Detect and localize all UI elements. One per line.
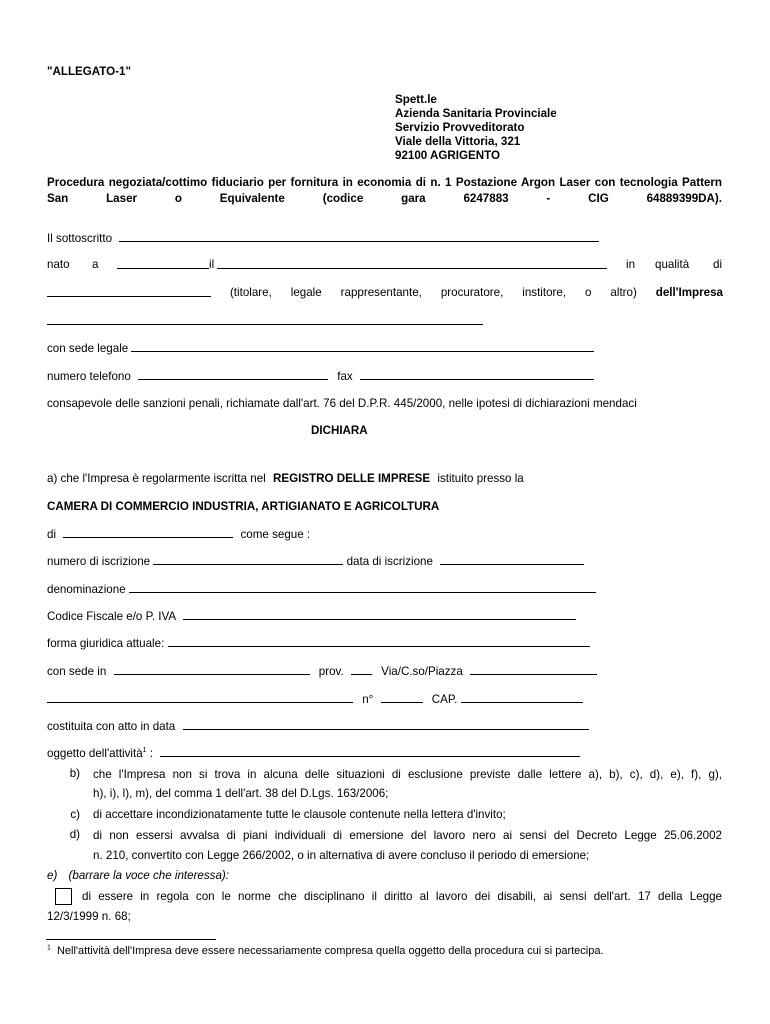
- disability-compliance-text: di essere in regola con le norme che disciplinano il diritto al lavoro dei disabili, ai sensi dell'art. 17 della Legge: [82, 890, 722, 903]
- street-field[interactable]: [470, 664, 597, 675]
- capacity-label: qualità: [655, 258, 690, 271]
- registration-date-field[interactable]: [440, 554, 584, 565]
- item-e-marker: e): [47, 869, 58, 882]
- role-option-institore: institore,: [522, 286, 567, 299]
- in-label: in: [626, 258, 636, 271]
- office-in-label: con sede in: [47, 665, 107, 678]
- phone-label: numero telefono: [47, 370, 131, 383]
- office-city-field[interactable]: [114, 664, 310, 675]
- role-field[interactable]: [47, 286, 211, 297]
- street-number-field[interactable]: [381, 692, 423, 703]
- item-c-text: di accettare incondizionatamente tutte le clausole contenute nella lettera d'invito;: [93, 808, 506, 821]
- role-option-procuratore: procuratore,: [440, 286, 504, 299]
- attachment-label: "ALLEGATO-1": [47, 65, 131, 78]
- registry-suffix: istituito presso la: [437, 472, 524, 485]
- item-d-continuation: n. 210, convertito con Legge 266/2002, o in alternativa di avere concluso il periodo di emersione;: [93, 849, 590, 862]
- registry-statement: [47, 472, 524, 485]
- born-on-label: il: [209, 258, 215, 271]
- role-option-titolare: (titolare,: [229, 286, 272, 299]
- role-option-legale: legale: [290, 286, 322, 299]
- item-b-text: che l'Impresa non si trova in alcuna delle situazioni di esclusione previste dalle lettere a), b), c), d), e), f), g),: [93, 768, 722, 781]
- role-option-o: o: [585, 286, 592, 299]
- item-d-text: di non essersi avvalsa di piani individuali di emersione del lavoro nero ai sensi del Decreto Legge 25.06.2002: [93, 829, 722, 842]
- procedure-title: Procedura negoziata/cottimo fiduciario per fornitura in economia di n. 1 Postazione Argon Laser con tecnologia Pattern San Laser o Equivalente (codice gara 6247883 - CIG 64889399DA).: [47, 176, 722, 205]
- denomination-label: denominazione: [47, 583, 126, 596]
- birthdate-field[interactable]: [217, 258, 607, 269]
- registry-name: REGISTRO DELLE IMPRESE: [272, 472, 431, 485]
- recipient-line-2: Servizio Provveditorato: [395, 121, 525, 134]
- recipient-line-3: Viale della Vittoria, 321: [395, 135, 521, 148]
- activity-row: [47, 746, 580, 760]
- born-at-label: a: [92, 258, 99, 271]
- registered-office-field[interactable]: [131, 341, 594, 352]
- chamber-city-row: [47, 527, 310, 541]
- activity-label: oggetto dell'attività: [47, 747, 143, 760]
- undersigned-row: [47, 231, 599, 245]
- recipient-salutation: Spett.le: [395, 93, 437, 106]
- item-d-marker: d): [69, 828, 80, 841]
- registration-date-label: data di iscrizione: [346, 555, 433, 568]
- activity-field[interactable]: [160, 746, 580, 757]
- postcode-label: CAP.: [431, 693, 458, 706]
- denomination-row: [47, 582, 596, 596]
- birthplace-field[interactable]: [117, 258, 209, 269]
- awareness-statement: consapevole delle sanzioni penali, richiamate dall'art. 76 del D.P.R. 445/2000, nelle ipotesi di dichiarazioni mendaci: [47, 397, 637, 410]
- of-label: di: [713, 258, 723, 271]
- contact-row: [47, 369, 594, 383]
- item-e-header: [47, 869, 229, 882]
- province-field[interactable]: [351, 664, 372, 675]
- item-b-marker: b): [69, 767, 80, 780]
- item-b-continuation: h), i), l), m), del comma 1 dell'art. 38 del D.Lgs. 163/2006;: [93, 787, 389, 800]
- chamber-of-label: di: [47, 528, 57, 541]
- footnote-divider: [46, 939, 216, 940]
- address-field[interactable]: [47, 692, 353, 703]
- role-option-altro: altro): [610, 286, 637, 299]
- disability-compliance-checkbox[interactable]: [55, 888, 72, 905]
- chamber-name: CAMERA DI COMMERCIO INDUSTRIA, ARTIGIANATO E AGRICOLTURA: [47, 500, 440, 513]
- street-label: Via/C.so/Piazza: [381, 665, 463, 678]
- incorporation-row: [47, 719, 589, 733]
- tax-code-label: Codice Fiscale e/o P. IVA: [47, 610, 176, 623]
- registration-row: [47, 554, 584, 568]
- postcode-field[interactable]: [461, 692, 583, 703]
- registered-office-row: [47, 341, 594, 355]
- chamber-city-field[interactable]: [63, 527, 233, 538]
- tax-code-field[interactable]: [183, 609, 576, 620]
- item-c-marker: c): [70, 808, 80, 821]
- declares-heading: DICHIARA: [311, 424, 368, 437]
- recipient-line-4: 92100 AGRIGENTO: [395, 149, 501, 162]
- denomination-field[interactable]: [129, 582, 596, 593]
- registration-number-label: numero di iscrizione: [47, 555, 151, 568]
- undersigned-field[interactable]: [119, 231, 599, 242]
- tax-code-row: [47, 609, 576, 623]
- company-name-row: [47, 314, 483, 328]
- province-label: prov.: [318, 665, 344, 678]
- role-row: [47, 286, 723, 299]
- undersigned-label: Il sottoscritto: [47, 232, 113, 245]
- incorporation-label: costituita con atto in data: [47, 720, 176, 733]
- activity-footnote-ref: 1: [142, 747, 147, 755]
- fax-label: fax: [337, 370, 353, 383]
- number-label: n°: [362, 693, 374, 706]
- phone-field[interactable]: [138, 369, 328, 380]
- footnote-text: Nell'attività dell'Impresa deve essere necessariamente compresa quella oggetto della procedura cui si partecipa.: [56, 945, 604, 957]
- as-follows-label: come segue :: [240, 528, 311, 541]
- registered-office-label: con sede legale: [47, 342, 129, 355]
- born-label: nato: [47, 258, 70, 271]
- company-office-row: [47, 664, 597, 678]
- item-e-note: (barrare la voce che interessa):: [68, 869, 229, 882]
- legal-form-label: forma giuridica attuale:: [47, 637, 165, 650]
- legal-form-row: [47, 636, 590, 650]
- footnote-marker: 1: [47, 944, 51, 952]
- activity-colon: :: [149, 747, 154, 760]
- incorporation-date-field[interactable]: [183, 719, 589, 730]
- registry-prefix: a) che l'Impresa è regolarmente iscritta nel: [47, 472, 266, 485]
- company-label: dell'Impresa: [655, 286, 723, 299]
- legal-form-field[interactable]: [168, 636, 590, 647]
- address-row: [47, 692, 583, 706]
- role-option-rappresentante: rappresentante,: [340, 286, 422, 299]
- registration-number-field[interactable]: [153, 554, 343, 565]
- company-name-field[interactable]: [47, 314, 483, 325]
- disability-compliance-continuation: 12/3/1999 n. 68;: [47, 910, 131, 923]
- footnote: [47, 945, 604, 957]
- recipient-line-1: Azienda Sanitaria Provinciale: [395, 107, 557, 120]
- fax-field[interactable]: [360, 369, 594, 380]
